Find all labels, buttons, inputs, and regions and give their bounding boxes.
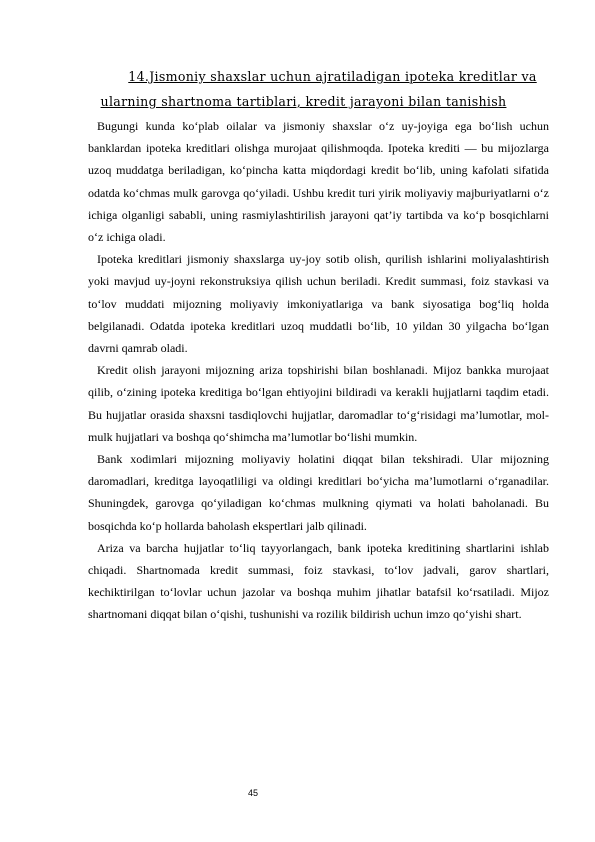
section-title bbox=[88, 64, 549, 114]
paragraph-5: Ariza va barcha hujjatlar to‘liq tayyorlangach, bank ipoteka kreditining shartlarini ishlab chiqadi. Shartnomada kredit summasi, foiz stavkasi, to‘lov jadvali, garov shartlari, kechiktirilgan to‘lovlar uchun jazolar va boshqa muhim jihatlar batafsil ko‘rsatiladi. Mijoz shartnomani diqqat bilan o‘qishi, tushunishi va rozilik bildirish uchun imzo qo‘yishi shart. bbox=[88, 540, 549, 622]
paragraph-3: Kredit olish jarayoni mijozning ariza topshirishi bilan boshlanadi. Mijoz bankka murojaat qilib, o‘zining ipoteka kreditiga bo‘lgan ehtiyojini bildiradi va kerakli hujjatlarni taqdim etadi. Bu hujjatlar orasida shaxsni tasdiqlovchi hujjatlar, daromadlar to‘g‘risidagi ma’lumotlar, mol-mulk hujjatlari va boshqa qo‘shimcha ma’lumotlar bo‘lishi mumkin. bbox=[88, 363, 549, 444]
paragraph-2: Ipoteka kreditlari jismoniy shaxslarga uy-joy sotib olish, qurilish ishlarini moliyalashtirish yoki mavjud uy-joyni rekonstruksiya qilish uchun beriladi. Kredit summasi, foiz stavkasi va to‘lov muddati mijozning moliyaviy imkoniyatlariga va bank siyosatiga bog‘liq holda belgilanadi. Odatda ipoteka kreditlari uzoq muddatli bo‘lib, 10 yildan 30 yilgacha bo‘lgan davrni qamrab oladi. bbox=[88, 252, 549, 356]
section-title-line-1: 14.Jismoniy shaxslar uchun ajratiladigan ipoteka kreditlar va bbox=[128, 69, 537, 84]
paragraph-4: Bank xodimlari mijozning moliyaviy holatini diqqat bilan tekshiradi. Ular mijozning daromadlari, kreditga layoqatliligi va oldingi kreditlari bo‘yicha ma’lumotlarni o‘rganadilar. Shuningdek, garovga qo‘yiladigan ko‘chmas mulkning qiymati va holati baholanadi. Bu bosqichda ko‘p hollarda baholash ekspertlari jalb qilinadi. bbox=[88, 452, 549, 533]
document-page bbox=[88, 64, 549, 626]
page-number: 45 bbox=[248, 788, 259, 798]
paragraph-1: Bugungi kunda ko‘plab oilalar va jismoniy shaxslar o‘z uy-joyiga ega bo‘lish uchun banklardan ipoteka kreditlari olishga murojaat qilishmoqda. Ipoteka krediti — bu mijozlarga uzoq muddatga beriladigan, ko‘pincha katta miqdordagi kredit bo‘lib, uning kafolati sifatida odatda ko‘chmas mulk garovga qo‘yiladi. Ushbu kredit turi yirik moliyaviy majburiyatlarni o‘z ichiga olganligi sababli, uning rasmiylashtirilish jarayoni qat’iy tartibda va ko‘p bosqichlarni o‘z ichiga oladi. bbox=[88, 119, 549, 245]
section-title-line-2: ularning shartnoma tartiblari, kredit jarayoni bilan tanishish bbox=[100, 94, 507, 109]
